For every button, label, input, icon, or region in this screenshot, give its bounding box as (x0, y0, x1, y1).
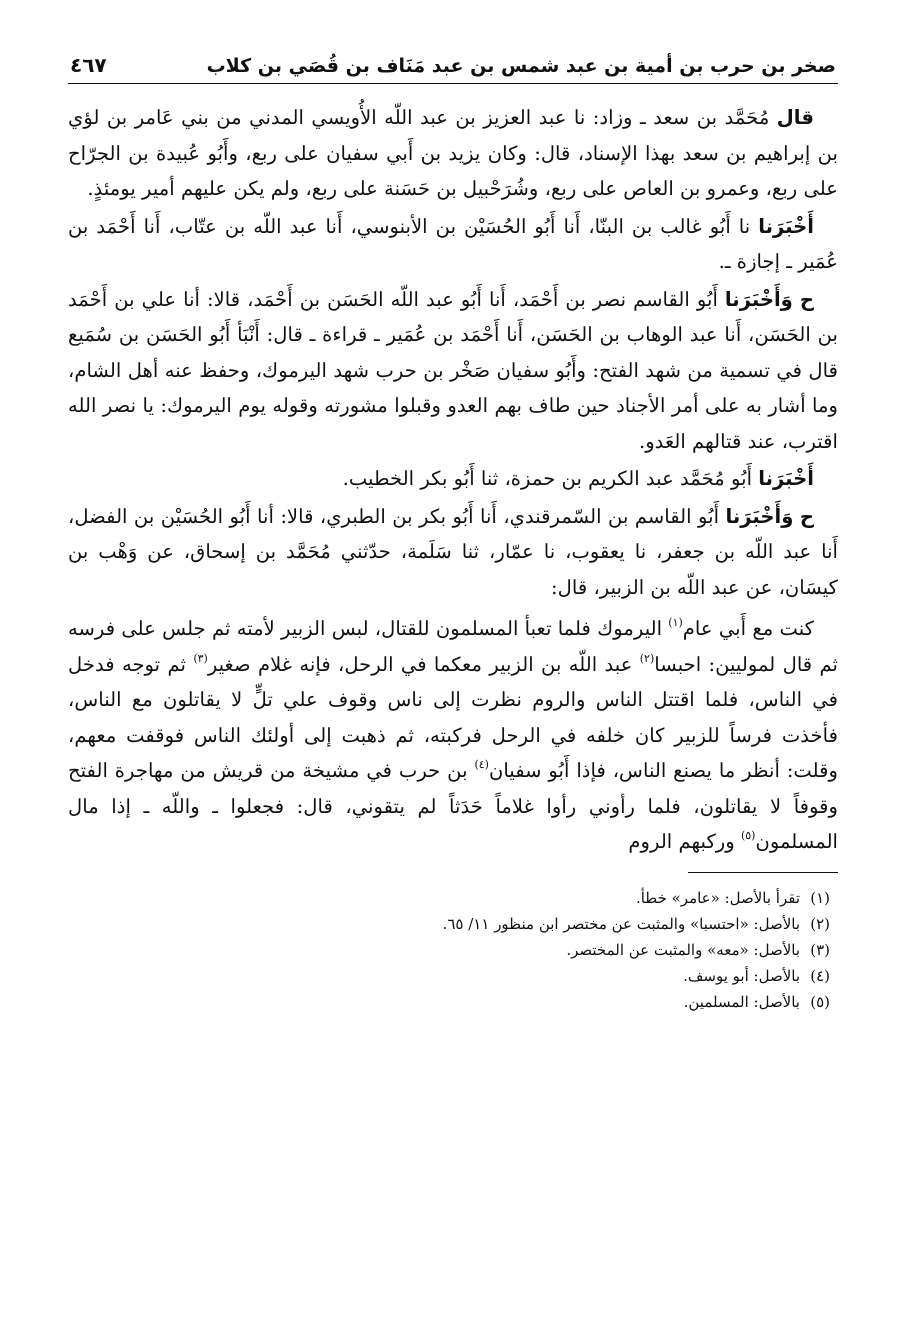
footnote-text: تقرأ بالأصل: «عامر» خطأ. (635, 888, 800, 907)
footnotes (68, 885, 838, 1015)
paragraph (68, 209, 838, 280)
narration-paragraph (68, 611, 838, 860)
footnote (68, 911, 830, 937)
keyword: قال (776, 106, 814, 129)
book-page (68, 44, 838, 1304)
narration-text: وركبهم الروم (628, 830, 741, 853)
keyword: وَأَخْبَرَنا (724, 287, 793, 311)
running-title: صخر بن حرب بن أمية بن عبد شمس بن عبد مَنَاف بن قُصَي بن كلاب (206, 55, 836, 77)
footnote-number: (٥) (810, 992, 830, 1011)
paragraph (68, 461, 838, 497)
paragraph-text: أَبُو القاسم بن السّمرقندي، أَنا أَبُو بكر بن الطبري، قالا: أنا أَبُو الحُسَيْن بن الفضل، أَنا عبد اللّه بن جعفر، نا يعقوب، نا عمّار، ثنا سَلَمة، حدّثني مُحَمَّد بن إسحاق، عن وَهْب بن كيسَان، عن عبد اللّه بن الزبير، قال: (68, 504, 838, 599)
narration-text: بن حرب في مشيخة من قريش من مهاجرة الفتح وقوفاً لا يقاتلون، فلما رأوني رأوا غلاماً حَدَثاً لم يتقوني، قال: فجعلوا ـ واللّه ـ إذا مال المسلمون (68, 759, 838, 853)
keyword: أَخْبَرَنا (758, 214, 814, 238)
page-number: ٤٦٧ (70, 53, 107, 77)
ha-marker: ح (799, 287, 814, 311)
footnote-text: بالأصل: «معه» والمثبت عن المختصر. (566, 940, 800, 959)
footnote-ref[interactable]: (٣) (193, 651, 208, 665)
footnote-divider (688, 872, 838, 873)
footnote-text: بالأصل: «احتسبا» والمثبت عن مختصر ابن منظور ١١/ ٦٥. (442, 914, 800, 933)
footnote-ref[interactable]: (٥) (740, 829, 756, 842)
ha-marker: ح (799, 504, 814, 528)
paragraph (68, 282, 838, 460)
running-header (68, 44, 838, 84)
keyword: وَأَخْبَرَنا (725, 504, 794, 528)
paragraph (68, 499, 838, 606)
narration-text: ثم توجه فدخل في الناس، فلما اقتتل الناس والروم نظرت إلى ناس وقوف علي تلٍّ لا يقاتلون مع الناس، فأخذت فرساً للزبير كان خلفه في الرحل فركبته، ثم ذهبت إلى أولئك الناس فوقفت معهم، وقلت: أنظر ما يصنع الناس، فإذا أَبُو سفيان (68, 652, 838, 782)
footnote (68, 963, 830, 989)
footnote-ref[interactable]: (٤) (474, 758, 489, 771)
footnote-number: (٢) (810, 914, 830, 933)
footnote-text: بالأصل: المسلمين. (683, 992, 800, 1011)
keyword: أَخْبَرَنا (758, 467, 814, 490)
footnote-number: (٣) (810, 940, 830, 959)
footnote-ref[interactable]: (١) (668, 616, 683, 629)
paragraph-text: أَبُو مُحَمَّد عبد الكريم بن حمزة، ثنا أَبُو بكر الخطيب. (342, 467, 759, 490)
footnote (68, 989, 830, 1015)
footnote (68, 937, 830, 963)
main-text (68, 100, 838, 860)
footnote-number: (٤) (810, 966, 830, 985)
footnote (68, 885, 830, 911)
footnote-number: (١) (810, 888, 830, 907)
paragraph-text: نا أَبُو غالب بن البنّا، أَنا أَبُو الحُسَيْن بن الأبنوسي، أَنا عبد اللّه بن عتّاب، أَنا أَحْمَد بن عُمَير ـ إجازة ـ. (68, 214, 838, 273)
narration-text: عبد اللّه بن الزبير معكما في الرحل، فإنه غلام صغير (207, 652, 640, 676)
paragraph-text: أَبُو القاسم نصر بن أَحْمَد، أَنا أَبُو عبد اللّه الحَسَن بن أَحْمَد، قالا: أنا علي بن أَحْمَد بن الحَسَن، أَنا عبد الوهاب بن الحَسَن، أَنا أَحْمَد بن عُمَير ـ قراءة ـ قال: أَنْبَأ أَبُو الحَسَن بن سُمَيع قال في تسمية من شهد الفتح: وأَبُو سفيان صَخْر بن حرب شهد اليرموك، وحفظ عنه أهل الشام، وما أشار به على أمر الأجناد حين طاف بهم العدو وقبلوا مشورته وقوله يوم اليرموك: يا نصر الله اقترب، عند قتالهم العَدو. (68, 287, 838, 453)
paragraph-text: مُحَمَّد بن سعد ـ وزاد: نا عبد العزيز بن عبد اللّه الأُويسي المدني من بني عَامر بن لؤي بن إبراهيم بن سعد بهذا الإسناد، قال: وكان يزيد بن أَبي سفيان على ربع، وأَبُو عُبيدة بن الجرّاح على ربع، وعمرو بن العاص على ربع، وشُرَحْبيل بن حَسَنة على ربع، ولم يكن عليهم أمير يومئذٍ. (68, 106, 838, 200)
paragraph (68, 100, 838, 207)
footnote-text: بالأصل: أبو يوسف. (683, 966, 800, 985)
footnote-ref[interactable]: (٢) (639, 651, 655, 665)
narration-text: اليرموك فلما تعبأ المسلمون للقتال، لبس الزبير لأمته ثم جلس على فرسه ثم قال لموليين: احبسا (68, 617, 838, 676)
narration-text: كنت مع أَبي عام (682, 617, 814, 640)
